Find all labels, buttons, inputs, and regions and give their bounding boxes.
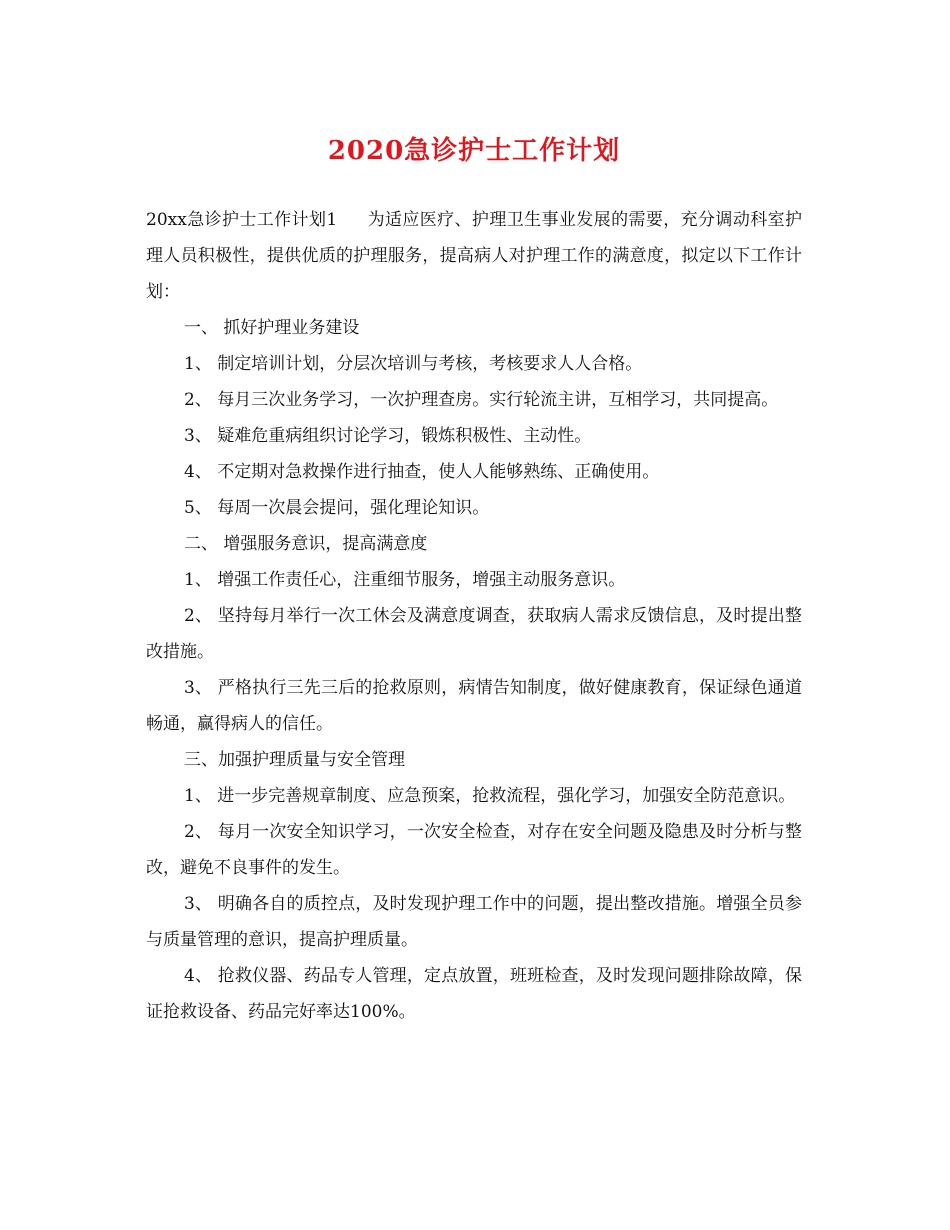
document-body (146, 202, 802, 1030)
list-item: 2、 坚持每月举行一次工休会及满意度调查，获取病人需求反馈信息，及时提出整改措施。 (146, 606, 802, 662)
list-item: 4、 抢救仪器、药品专人管理，定点放置，班班检查，及时发现问题排除故障，保证抢救设备、药品完好率达100%。 (146, 966, 802, 1022)
list-item: 2、 每月三次业务学习，一次护理查房。实行轮流主讲，互相学习，共同提高。 (184, 390, 779, 410)
section-heading-3: 三、加强护理质量与安全管理 (184, 750, 405, 770)
section-heading-2: 二、 增强服务意识，提高满意度 (184, 534, 428, 554)
list-item: 5、 每周一次晨会提问，强化理论知识。 (184, 498, 490, 518)
intro-lead: 20xx急诊护士工作计划1 (146, 210, 338, 230)
intro-paragraph (146, 202, 802, 310)
page-title: 2020急诊护士工作计划 (327, 136, 621, 166)
list-item: 1、 增强工作责任心，注重细节服务，增强主动服务意识。 (184, 570, 626, 590)
list-item: 2、 每月一次安全知识学习，一次安全检查，对存在安全问题及隐患及时分析与整改，避免不良事件的发生。 (146, 822, 802, 878)
section-heading-1: 一、 抓好护理业务建设 (184, 318, 360, 338)
list-item: 3、 严格执行三先三后的抢救原则，病情告知制度，做好健康教育，保证绿色通道畅通，赢得病人的信任。 (146, 678, 802, 734)
list-item: 1、 进一步完善规章制度、应急预案，抢救流程，强化学习，加强安全防范意识。 (184, 786, 796, 806)
list-item: 4、 不定期对急救操作进行抽查，使人人能够熟练、正确使用。 (184, 462, 660, 482)
list-item: 3、 明确各自的质控点，及时发现护理工作中的问题，提出整改措施。增强全员参与质量管理的意识，提高护理质量。 (146, 894, 802, 950)
list-item: 1、 制定培训计划，分层次培训与考核，考核要求人人合格。 (184, 354, 643, 374)
intro-text: 为适应医疗、护理卫生事业发展的需要，充分调动科室护理人员积极性，提供优质的护理服务，提高病人对护理工作的满意度，拟定以下工作计划： (146, 210, 803, 302)
list-item: 3、 疑难危重病组织讨论学习，锻炼积极性、主动性。 (184, 426, 592, 446)
